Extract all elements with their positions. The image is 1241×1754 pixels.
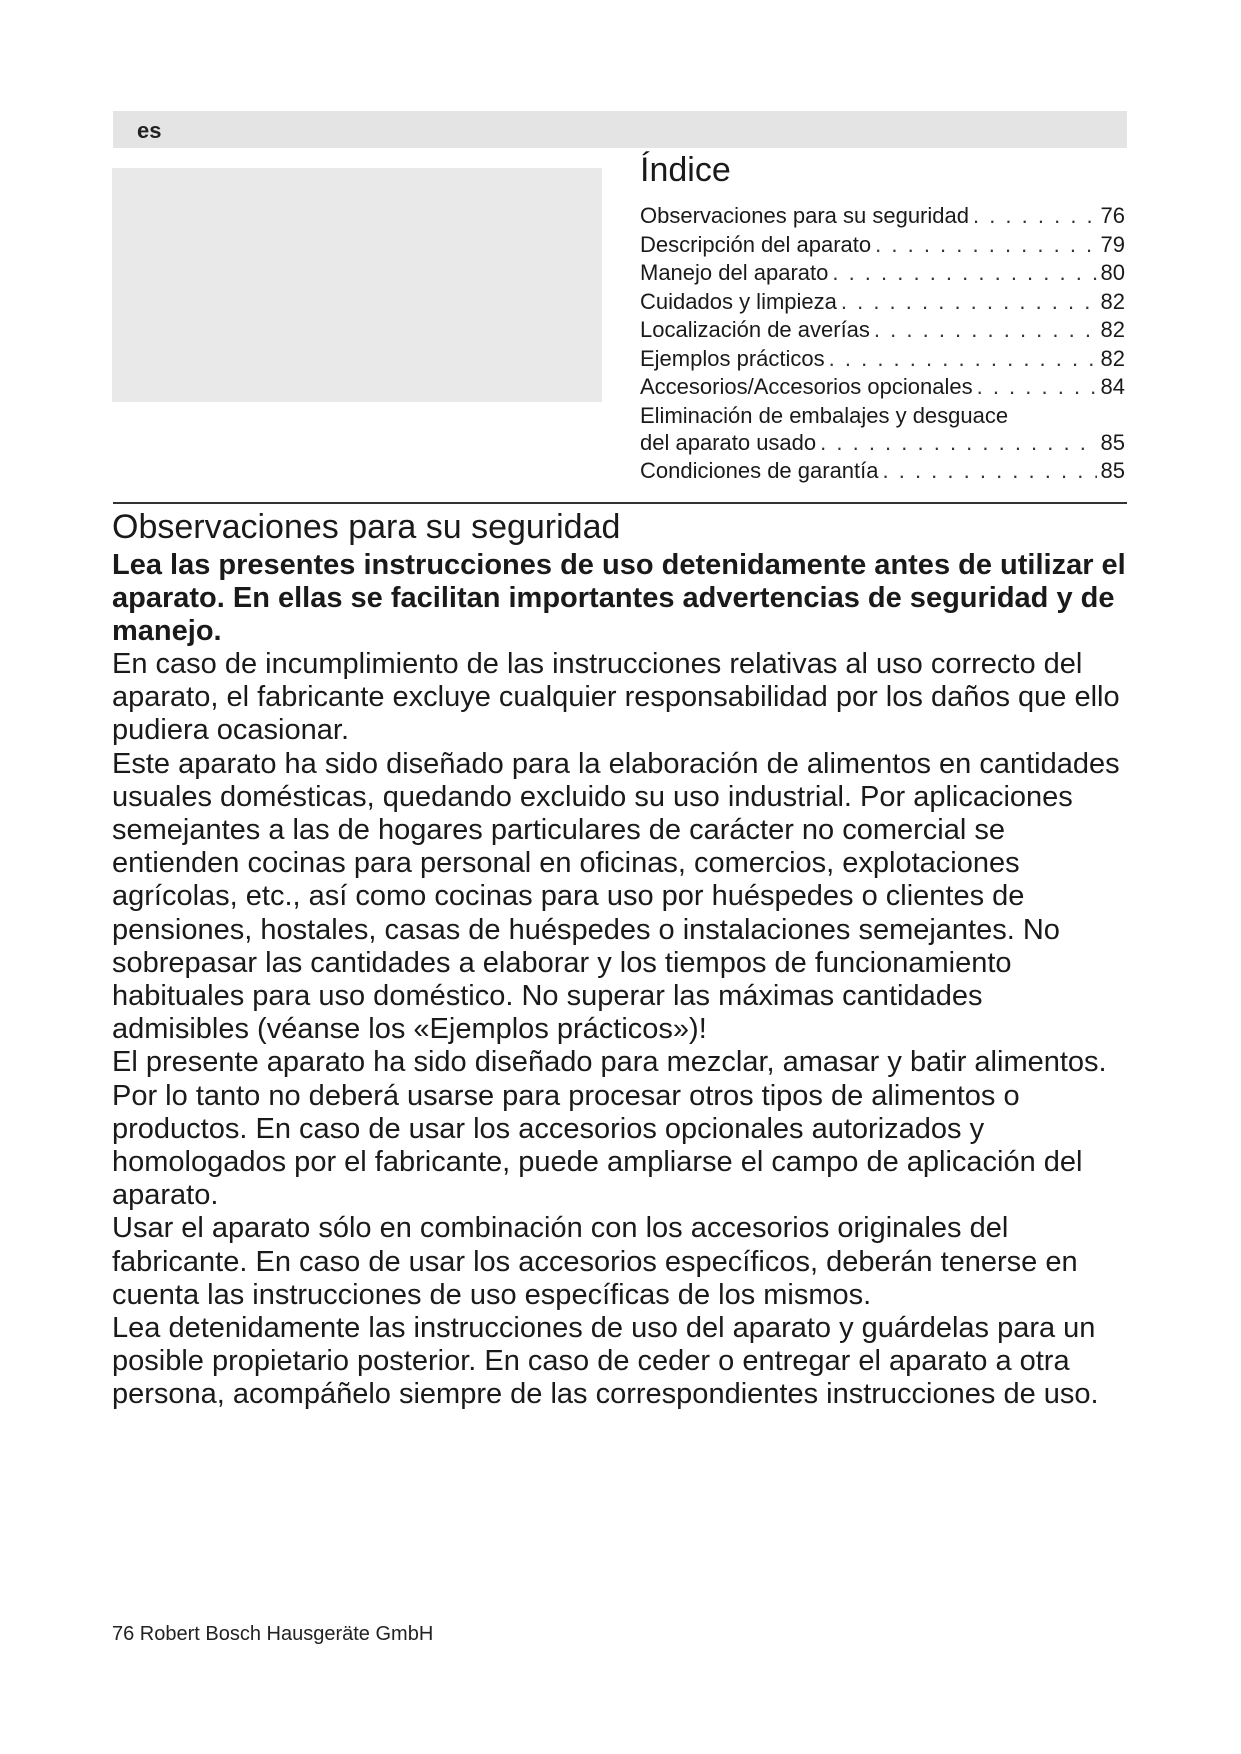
table-of-contents [640, 150, 1125, 486]
lead-paragraph: Lea las presentes instrucciones de uso detenidamente antes de utilizar el aparato. En ellas se facilitan importantes advertencias de seguridad y de manejo. [112, 549, 1126, 647]
paragraph: El presente aparato ha sido diseñado para mezclar, amasar y batir alimentos. Por lo tanto no deberá usarse para procesar otros tipos de alimentos o productos. En caso de usar los accesorios opcionales autorizados y homologados por el fabricante, puede ampliarse el campo de aplicación del aparato. [112, 1046, 1107, 1212]
image-placeholder [112, 168, 602, 402]
safety-section [112, 505, 1127, 1412]
paragraph: Este aparato ha sido diseñado para la elaboración de alimentos en cantidades usuales domésticas, quedando excluido su uso industrial. Por aplicaciones semejantes a las de hogares particulares de carácter no comercial se entienden cocinas para personal en oficinas, comercios, explotaciones agrícolas, etc., así como cocinas para uso por huéspedes o clientes de pensiones, hostales, casas de huéspedes o instalaciones semejantes. No sobrepasar las cantidades a elaborar y los tiempos de funcionamiento habituales para uso doméstico. No superar las máximas cantidades admisibles (véanse los «Ejemplos prácticos»)! [112, 747, 1120, 1046]
toc-title: Índice [640, 151, 731, 189]
paragraph: Usar el aparato sólo en combinación con los accesorios originales del fabricante. En caso de usar los accesorios específicos, deberán tenerse en cuenta las instrucciones de uso específicas de los mismos. [112, 1212, 1078, 1311]
toc-entry[interactable]: Accesorios/Accesorios opcionales . . . 84 [640, 373, 1125, 402]
toc-entry[interactable]: Observaciones para su seguridad . . . 76 [640, 202, 1125, 231]
language-bar [113, 111, 1127, 148]
toc-entry[interactable]: del aparato usado . . . 85 [640, 429, 1125, 458]
toc-entry[interactable]: Ejemplos prácticos . . . 82 [640, 345, 1125, 374]
section-title: Observaciones para su seguridad [112, 508, 621, 546]
paragraph: Lea detenidamente las instrucciones de uso del aparato y guárdelas para un posible propietario posterior. En caso de ceder o entregar el aparato a otra persona, acompáñelo siempre de las correspondientes instrucciones de uso. [112, 1312, 1099, 1411]
toc-entry[interactable]: Condiciones de garantía . . . 85 [640, 457, 1125, 486]
page-footer: 76 Robert Bosch Hausgeräte GmbH [112, 1623, 434, 1645]
toc-entry[interactable]: Descripción del aparato . . . 79 [640, 231, 1125, 260]
toc-entry-line1: Eliminación de embalajes y desguace [640, 402, 1009, 428]
paragraph: En caso de incumplimiento de las instrucciones relativas al uso correcto del aparato, el fabricante excluye cualquier responsabilidad por los daños que ello pudiera ocasionar. [112, 648, 1120, 747]
toc-entry[interactable]: Manejo del aparato . . . 80 [640, 259, 1125, 288]
toc-entry[interactable]: Localización de averías . . . 82 [640, 316, 1125, 345]
section-divider [113, 502, 1127, 504]
toc-entry[interactable]: Cuidados y limpieza . . . 82 [640, 288, 1125, 317]
language-label: es [137, 118, 162, 143]
